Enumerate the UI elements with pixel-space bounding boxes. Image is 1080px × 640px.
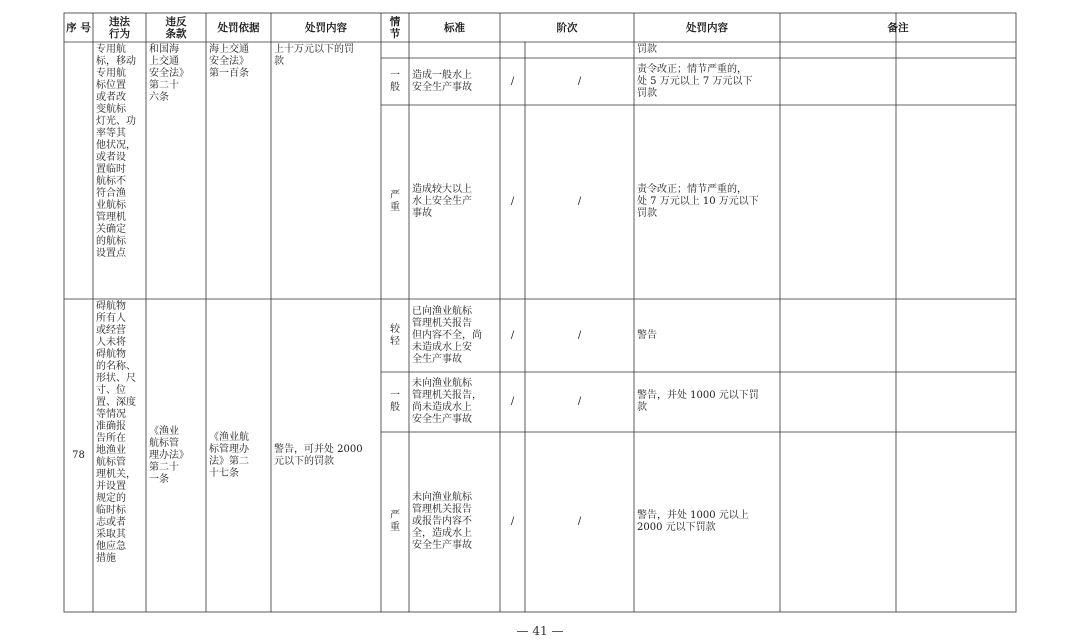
header-tier: 阶次 bbox=[556, 21, 578, 34]
content-text: 上十万元以下的罚 款 bbox=[274, 44, 354, 67]
standard-text: 未向渔业航标 管理机关报告， 尚未造成水上 安全生产事故 bbox=[412, 378, 482, 425]
header-violation: 违法 行为 bbox=[109, 15, 130, 40]
tier-2-text: / bbox=[577, 329, 582, 341]
violation-text: 专用航 标，移动 专用航 标位置 或者改 变航标 灯光、功 率等其 他状况， 或者设 置临时 航标不 符合渔 业航标 管理机 关确定 的航标 设置点 bbox=[96, 44, 136, 259]
violation-text: 碍航物 所有人 或经营 人未将 碍航物 的名称、 形状、尺 寸、位 置、深度 等情况 准确报 告所在 地渔业 航标管 理机关， 并设置 规定的 临时标 志或者 采取其 他应急 措施 bbox=[96, 301, 136, 564]
circumstance-text: 严 重 bbox=[390, 510, 400, 533]
header-circumstance: 情 节 bbox=[389, 15, 401, 40]
clause-text: 和国海 上交通 安全法》 第二十 六条 bbox=[149, 44, 189, 103]
standard-text: 已向渔业航标 管理机关报告 但内容不全，尚 未造成水上安 全生产事故 bbox=[412, 305, 482, 365]
penalty-text: 罚款 bbox=[637, 44, 657, 55]
tier-1-text: / bbox=[510, 75, 515, 87]
tier-1-text: / bbox=[510, 329, 515, 341]
header-penalty: 处罚内容 bbox=[686, 21, 728, 34]
circumstance-text: 较 轻 bbox=[390, 323, 400, 347]
header-clause: 违反 条款 bbox=[165, 15, 187, 40]
standard-text: 未向渔业航标 管理机关报告 或报告内容不 全，造成水上 安全生产事故 bbox=[412, 492, 472, 551]
seq-number: 78 bbox=[72, 449, 85, 461]
header-standard: 标准 bbox=[444, 21, 465, 34]
penalty-text: 警告 bbox=[637, 329, 657, 341]
tier-1-text: / bbox=[510, 396, 515, 407]
header-basis: 处罚依据 bbox=[217, 21, 260, 34]
tier-2-text: / bbox=[577, 396, 582, 407]
penalty-text: 警告，并处 1000 元以下罚 款 bbox=[637, 390, 759, 413]
header-seq: 序 号 bbox=[66, 21, 91, 34]
tier-2-text: / bbox=[577, 75, 582, 87]
circumstance-text: 一 般 bbox=[390, 390, 400, 413]
content-text: 警告，可并处 2000 元以下的罚款 bbox=[274, 443, 363, 467]
penalty-text: 警告，并处 1000 元以上 2000 元以下罚款 bbox=[637, 510, 749, 533]
standard-text: 造成一般水上 安全生产事故 bbox=[412, 69, 472, 93]
clause-text: 《渔业 航标管 理办法》 第二十 一条 bbox=[149, 425, 189, 485]
tier-2-text: / bbox=[577, 196, 582, 207]
tier-1-text: / bbox=[510, 516, 515, 527]
circumstance-text: 一 般 bbox=[390, 69, 400, 93]
page-number: — 41 — bbox=[516, 624, 564, 638]
basis-text: 《渔业航 标管理办 法》第二 十七条 bbox=[209, 431, 249, 479]
tier-1-text: / bbox=[510, 196, 515, 207]
tier-2-text: / bbox=[577, 516, 582, 527]
penalty-text: 责令改正；情节严重的， 处 7 万元以上 10 万元以下 罚款 bbox=[637, 184, 759, 219]
header-content: 处罚内容 bbox=[305, 21, 347, 34]
standard-text: 造成较大以上 水上安全生产 事故 bbox=[412, 184, 472, 219]
basis-text: 海上交通 安全法》 第一百条 bbox=[209, 44, 249, 79]
penalty-text: 责令改正；情节严重的， 处 5 万元以上 7 万元以下 罚款 bbox=[637, 63, 753, 99]
circumstance-text: 严 重 bbox=[390, 190, 400, 213]
header-remark: 备注 bbox=[887, 21, 909, 34]
